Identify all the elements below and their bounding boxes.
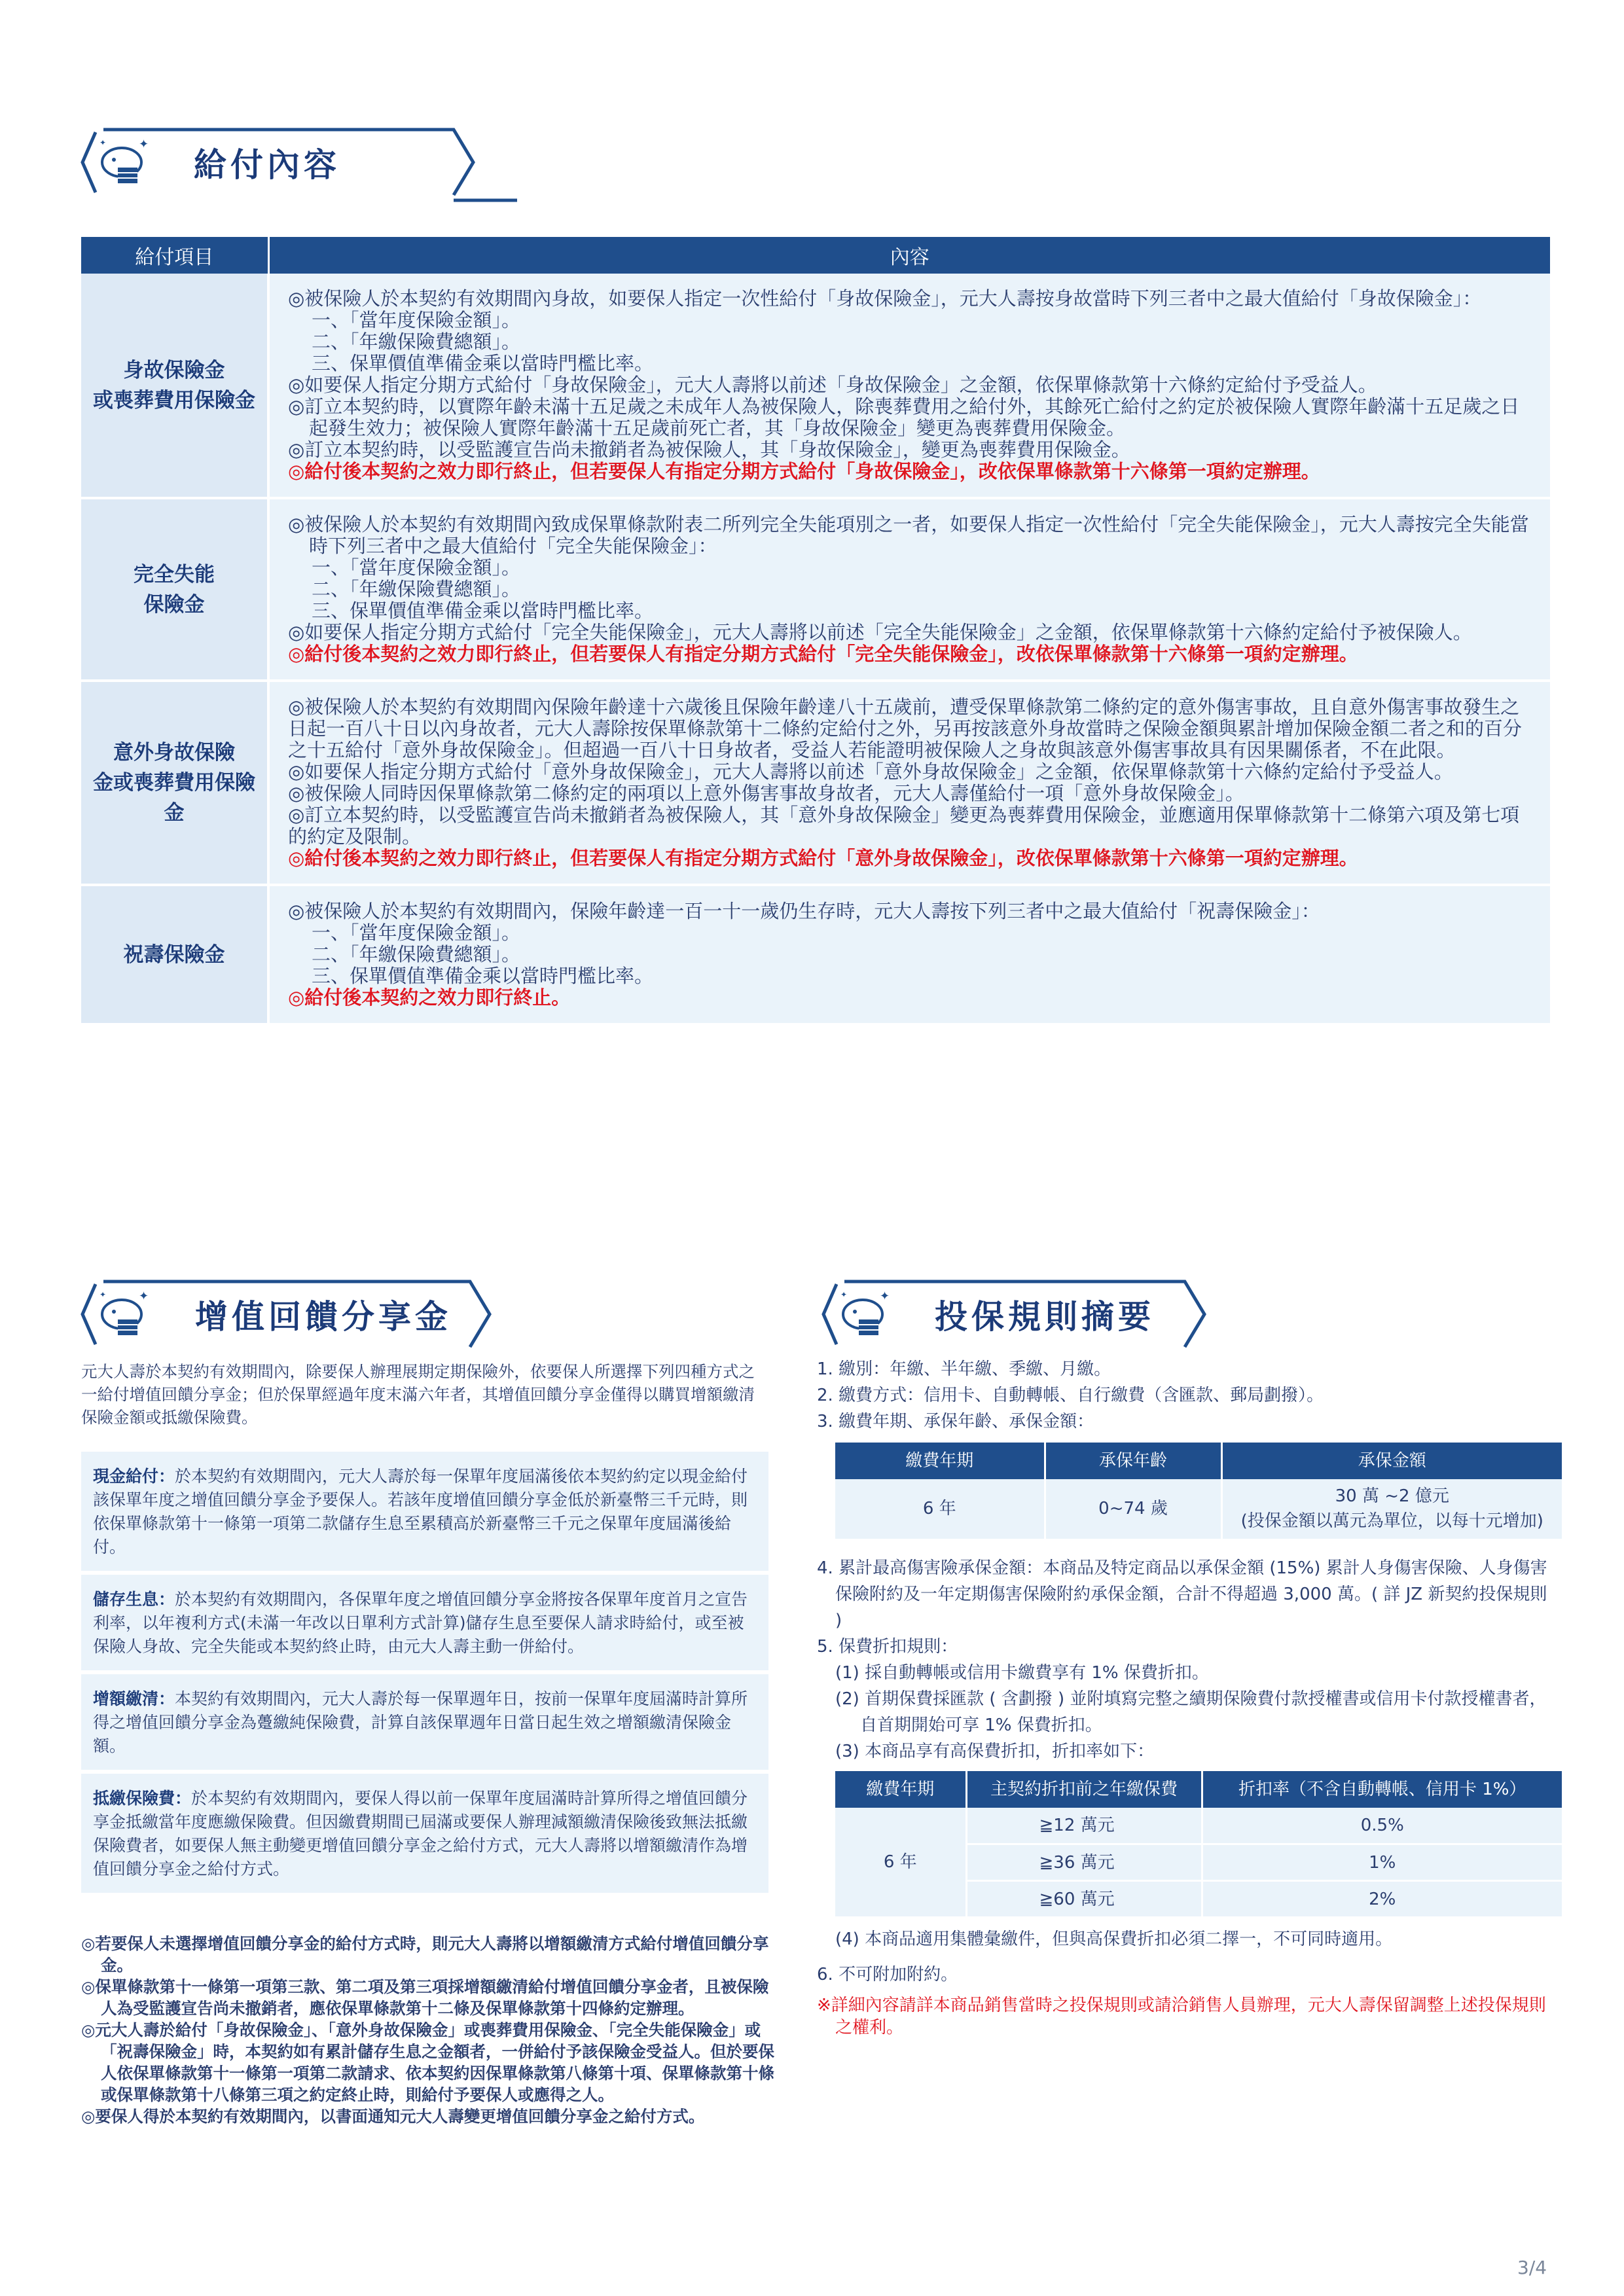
table-row bbox=[81, 885, 1550, 1024]
piggy-bank-icon bbox=[833, 1285, 895, 1343]
coverage-age: 0~74 歲 bbox=[1045, 1479, 1221, 1539]
benefit-paragraph: 二、「年繳保險費總額」。 bbox=[312, 331, 521, 353]
bonus-note: ◎保單條款第十一條第一項第三款、第二項及第三項採增額繳清給付增值回饋分享金者，且被保險人為受監護宣告尚未撤銷者，應依保單條款第十二條及保單條款第十四條約定辦理。 bbox=[81, 1977, 769, 2018]
discount-header-term: 繳費年期 bbox=[835, 1771, 966, 1808]
benefits-table-body bbox=[81, 274, 1550, 1024]
bonus-method-label: 抵繳保險費： bbox=[93, 1789, 192, 1808]
benefit-item-name: 身故保險金 或喪葬費用保險金 bbox=[81, 274, 268, 498]
benefit-paragraph: ◎訂立本契約時，以受監護宣告尚未撤銷者為被保險人，其「意外身故保險金」變更為喪葬費用保險金，並應適用保單條款第十二條第六項及第七項的約定及限制。 bbox=[288, 804, 1520, 848]
discount-table bbox=[835, 1771, 1562, 1919]
benefit-paragraph: 三、保單價值準備金乘以當時門檻比率。 bbox=[312, 600, 654, 622]
benefit-paragraph: ◎被保險人於本契約有效期間內保險年齡達十六歲後且保險年齡達八十五歲前，遭受保單條款第二條約定的意外傷害事故，且自意外傷害事故發生之日起一百八十日以內身故者，元大人壽除按保單條款第十二條約定給付之外，另再按該意外身故當時之保險金額與累計增加保險金額二者之和的百分之十五給付「意外身故保險金」。但超過一百八十日身故者，受益人若能證明被保險人之身故與該意外傷害事故具有因果關係者，不在此限。 bbox=[288, 696, 1523, 761]
discount-premium: ≧36 萬元 bbox=[966, 1844, 1202, 1881]
benefit-item-name: 意外身故保險 金或喪葬費用保險金 bbox=[81, 681, 268, 885]
section-title: 增值回饋分享金 bbox=[195, 1298, 452, 1336]
coverage-table bbox=[835, 1443, 1562, 1541]
discount-premium: ≧60 萬元 bbox=[966, 1881, 1202, 1918]
termination-note: ◎給付後本契約之效力即行終止，但若要保人有指定分期方式給付「身故保險金」，改依保單條款第十六條第一項約定辦理。 bbox=[288, 460, 1320, 482]
discount-rule: (1) 採自動轉帳或信用卡繳費享有 1% 保費折扣。 bbox=[835, 1662, 1209, 1683]
rule-item: 1. 繳別：年繳、半年繳、季繳、月繳。 bbox=[817, 1359, 1111, 1379]
bonus-method-text: 於本契約有效期間內，元大人壽於每一保單年度屆滿後依本契約約定以現金給付該保單年度之增值回饋分享金予要保人。若該年度增值回饋分享金低於新臺幣三千元時，則依保單條款第十一條第一項第二款儲存生息至累積高於新臺幣三千元之保單年度屆滿後給付。 bbox=[93, 1467, 748, 1556]
benefit-paragraph: ◎被保險人於本契約有效期間內身故，如要保人指定一次性給付「身故保險金」，元大人壽按身故當時下列三者中之最大值給付「身故保險金」： bbox=[288, 287, 1482, 310]
bonus-method-text: 本契約有效期間內，元大人壽於每一保單週年日，按前一保單年度屆滿時計算所得之增值回饋分享金為躉繳純保險費，計算自該保單週年日當日起生效之增額繳清保險金額。 bbox=[93, 1689, 748, 1755]
discount-rate: 0.5% bbox=[1202, 1808, 1562, 1844]
benefit-paragraph: 一、「當年度保險金額」。 bbox=[312, 309, 521, 331]
rule-item: 2. 繳費方式：信用卡、自動轉帳、自行繳費（含匯款、郵局劃撥）。 bbox=[817, 1386, 1324, 1405]
bonus-intro: 元大人壽於本契約有效期間內，除要保人辦理展期定期保險外，依要保人所選擇下列四種方式之一給付增值回饋分享金；但於保單經過年度末滿六年者，其增值回饋分享金僅得以購買增額繳清保險金額或抵繳保險費。 bbox=[81, 1362, 755, 1427]
discount-rate: 2% bbox=[1202, 1881, 1562, 1918]
bonus-method-premium-offset bbox=[81, 1774, 768, 1893]
coverage-amount-note: (投保金額以萬元為單位，以每十元增加) bbox=[1240, 1511, 1543, 1532]
table-row bbox=[835, 1479, 1562, 1539]
coverage-header-term: 繳費年期 bbox=[835, 1443, 1045, 1479]
bonus-method-text: 於本契約有效期間內，各保單年度之增值回饋分享金將按各保單年度首月之宣告利率，以年複利方式(未滿一年改以日單利方式計算)儲存生息至要保人請求時給付，或至被保險人身故、完全失能或本契約終止時，由元大人壽主動一併給付。 bbox=[93, 1590, 748, 1656]
coverage-header-age: 承保年齡 bbox=[1045, 1443, 1221, 1479]
bonus-method-label: 現金給付： bbox=[93, 1467, 175, 1486]
benefit-paragraph: ◎如要保人指定分期方式給付「身故保險金」，元大人壽將以前述「身故保險金」之金額，依保單條款第十六條約定給付予受益人。 bbox=[288, 374, 1377, 396]
coverage-term: 6 年 bbox=[835, 1479, 1045, 1539]
section-header-bonus bbox=[77, 1276, 522, 1355]
bonus-methods-box bbox=[81, 1452, 768, 1893]
termination-note: ◎給付後本契約之效力即行終止，但若要保人有指定分期方式給付「意外身故保險金」，改依保單條款第十六條第一項約定辦理。 bbox=[288, 847, 1358, 869]
rule-item: 3. 繳費年期、承保年齡、承保金額： bbox=[817, 1412, 1094, 1431]
page-number: 3/4 bbox=[1517, 2257, 1547, 2278]
piggy-bank-icon bbox=[92, 134, 154, 191]
discount-premium: ≧12 萬元 bbox=[966, 1808, 1202, 1844]
table-row bbox=[81, 681, 1550, 885]
benefit-paragraph: ◎如要保人指定分期方式給付「意外身故保險金」，元大人壽將以前述「意外身故保險金」之金額，依保單條款第十六條約定給付予受益人。 bbox=[288, 761, 1453, 783]
svg-text:✦: ✦ bbox=[99, 1290, 107, 1299]
bonus-note: ◎要保人得於本契約有效期間內，以書面通知元大人壽變更增值回饋分享金之給付方式。 bbox=[81, 2107, 705, 2126]
discount-term: 6 年 bbox=[835, 1808, 966, 1918]
svg-text:✦: ✦ bbox=[139, 1289, 149, 1303]
benefit-item-content bbox=[268, 681, 1550, 885]
benefit-item-content bbox=[268, 274, 1550, 498]
bonus-method-label: 儲存生息： bbox=[93, 1590, 175, 1609]
benefit-paragraph: ◎被保險人於本契約有效期間內致成保單條款附表二所列完全失能項別之一者，如要保人指定一次性給付「完全失能保險金」，元大人壽按完全失能當時下列三者中之最大值給付「完全失能保險金」： bbox=[288, 513, 1529, 557]
discount-header-premium: 主契約折扣前之年繳保費 bbox=[966, 1771, 1202, 1808]
bonus-method-label: 增額繳清： bbox=[93, 1689, 175, 1708]
rule-item: 6. 不可附加附約。 bbox=[817, 1965, 958, 1984]
table-row bbox=[81, 498, 1550, 681]
svg-text:✦: ✦ bbox=[880, 1289, 890, 1303]
termination-note: ◎給付後本契約之效力即行終止，但若要保人有指定分期方式給付「完全失能保險金」，改依保單條款第十六條第一項約定辦理。 bbox=[288, 643, 1358, 665]
table-row bbox=[81, 274, 1550, 498]
discount-header-rate: 折扣率（不含自動轉帳、信用卡 1%） bbox=[1202, 1771, 1562, 1808]
benefit-paragraph: 二、「年繳保險費總額」。 bbox=[312, 578, 521, 600]
rule-item: 5. 保費折扣規則： bbox=[817, 1636, 958, 1657]
rules-footnote: ※詳細內容請詳本商品銷售當時之投保規則或請洽銷售人員辦理，元大人壽保留調整上述投保規則之權利。 bbox=[817, 1996, 1546, 2037]
benefit-paragraph: 一、「當年度保險金額」。 bbox=[312, 556, 521, 579]
section-header-rules bbox=[818, 1276, 1237, 1355]
coverage-amount bbox=[1221, 1479, 1562, 1539]
table-header-item: 給付項目 bbox=[81, 237, 268, 274]
benefit-paragraph: 三、保單價值準備金乘以當時門檻比率。 bbox=[312, 352, 654, 374]
termination-note: ◎給付後本契約之效力即行終止。 bbox=[288, 986, 571, 1009]
benefit-paragraph: 三、保單價值準備金乘以當時門檻比率。 bbox=[312, 965, 654, 987]
bonus-method-text: 於本契約有效期間內，要保人得以前一保單年度屆滿時計算所得之增值回饋分享金抵繳當年度應繳保險費。但因繳費期間已屆滿或要保人辦理減額繳清保險後致無法抵繳保險費者，如要保人無主動變更增值回饋分享金之給付方式，元大人壽將以增額繳清作為增值回饋分享金之給付方式。 bbox=[93, 1789, 748, 1878]
section-title: 投保規則摘要 bbox=[935, 1298, 1155, 1336]
benefit-paragraph: 一、「當年度保險金額」。 bbox=[312, 922, 521, 944]
rules-summary bbox=[817, 1356, 1557, 2039]
section-header-benefits bbox=[77, 124, 522, 203]
section-title: 給付內容 bbox=[194, 146, 340, 184]
benefits-table bbox=[81, 237, 1550, 1026]
bonus-note: ◎元大人壽於給付「身故保險金」、「意外身故保險金」或喪葬費用保險金、「完全失能保險金」或「祝壽保險金」時，本契約如有累計儲存生息之金額者，一併給付予該保險金受益人。但於要保人依保單條款第十一條第一項第二款請求、依本契約因保單條款第八條第十項、保單條款第十條或保單條款第十八條第三項之約定終止時，則給付予要保人或應得之人。 bbox=[81, 2020, 774, 2104]
coverage-header-amount: 承保金額 bbox=[1221, 1443, 1562, 1479]
table-row bbox=[835, 1808, 1562, 1844]
benefit-paragraph: ◎被保險人於本契約有效期間內，保險年齡達一百一十一歲仍生存時，元大人壽按下列三者中之最大值給付「祝壽保險金」： bbox=[288, 900, 1320, 922]
svg-text:✦: ✦ bbox=[840, 1290, 848, 1299]
benefit-paragraph: ◎如要保人指定分期方式給付「完全失能保險金」，元大人壽將以前述「完全失能保險金」之金額，依保單條款第十六條約定給付予被保險人。 bbox=[288, 621, 1472, 643]
discount-rate: 1% bbox=[1202, 1844, 1562, 1881]
rule-item: 4. 累計最高傷害險承保金額：本商品及特定商品以承保金額 (15%) 累計人身傷害保險、人身傷害保險附約及一年定期傷害保險附約承保金額，合計不得超過 3,000 萬。( 詳 JZ 新契約投保規則 ) bbox=[817, 1558, 1547, 1630]
discount-rule: (3) 本商品享有高保費折扣，折扣率如下： bbox=[835, 1741, 1155, 1761]
benefit-paragraph: ◎被保險人同時因保單條款第二條約定的兩項以上意外傷害事故身故者，元大人壽僅給付一項「意外身故保險金」。 bbox=[288, 782, 1244, 804]
benefit-item-content bbox=[268, 498, 1550, 681]
bonus-method-savings bbox=[81, 1575, 768, 1674]
bonus-note: ◎若要保人未選擇增值回饋分享金的給付方式時，則元大人壽將以增額繳清方式給付增值回饋分享金。 bbox=[81, 1934, 769, 1975]
table-header-content: 內容 bbox=[268, 237, 1550, 274]
discount-rule: (4) 本商品適用集體彙繳件，但與高保費折扣必須二擇一，不可同時適用。 bbox=[835, 1929, 1393, 1949]
coverage-amount-range: 30 萬 ~2 億元 bbox=[1335, 1486, 1449, 1507]
benefit-paragraph: ◎訂立本契約時，以實際年齡未滿十五足歲之未成年人為被保險人，除喪葬費用之給付外，其餘死亡給付之約定於被保險人實際年齡滿十五足歲之日起發生效力；被保險人實際年齡滿十五足歲前死亡者，其「身故保險金」變更為喪葬費用保險金。 bbox=[288, 395, 1520, 439]
bonus-method-paid-up bbox=[81, 1674, 768, 1774]
svg-text:✦: ✦ bbox=[99, 138, 107, 147]
discount-rule: (2) 首期保費採匯款 ( 含劃撥 ) 並附填寫完整之續期保險費付款授權書或信用卡付款授權書者，自首期開始可享 1% 保費折扣。 bbox=[835, 1689, 1547, 1735]
benefit-item-content bbox=[268, 885, 1550, 1024]
bonus-method-cash bbox=[81, 1452, 768, 1575]
piggy-bank-icon bbox=[92, 1285, 154, 1343]
bonus-notes bbox=[81, 1933, 775, 2127]
benefit-paragraph: 二、「年繳保險費總額」。 bbox=[312, 943, 521, 965]
benefit-paragraph: ◎訂立本契約時，以受監護宣告尚未撤銷者為被保險人，其「身故保險金」，變更為喪葬費用保險金。 bbox=[288, 439, 1130, 461]
benefit-item-name: 完全失能 保險金 bbox=[81, 498, 268, 681]
benefit-item-name: 祝壽保險金 bbox=[81, 885, 268, 1024]
svg-text:✦: ✦ bbox=[139, 137, 149, 151]
